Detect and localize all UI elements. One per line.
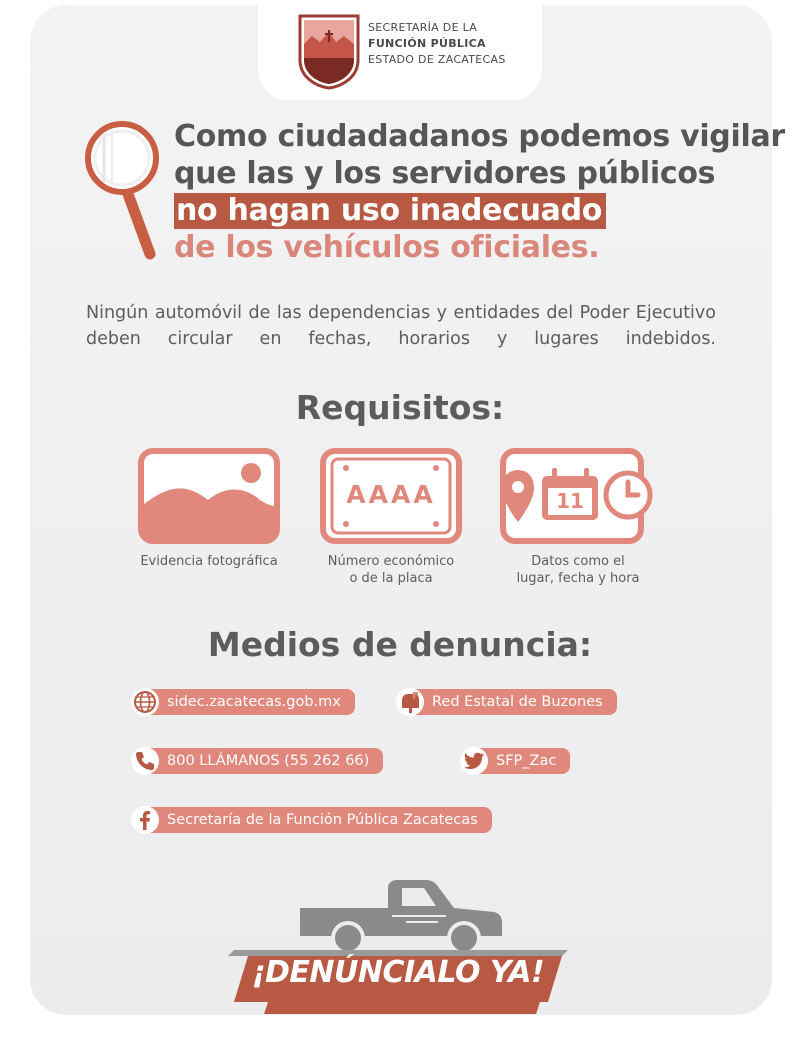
intro-paragraph: Ningún automóvil de las dependencias y entidades del Poder Ejecutivo deben circular en fechas, horarios y lugares indebidos. xyxy=(86,303,716,349)
contact-twitter[interactable] xyxy=(460,747,570,775)
phone-link[interactable]: 800 LLÁMANOS (55 262 66) xyxy=(145,748,383,774)
req-data-label-2: lugar, fecha y hora xyxy=(516,571,640,586)
req-photo-label-1: Evidencia fotográfica xyxy=(140,554,278,569)
headline-line-2: que las y los servidores públicos xyxy=(174,156,716,191)
headline xyxy=(174,118,785,266)
phone-icon xyxy=(131,747,159,775)
pickup-truck-icon xyxy=(296,878,508,958)
req-plate-label-2: o de la placa xyxy=(349,571,433,586)
contact-web[interactable] xyxy=(131,688,355,716)
channels-title: Medios de denuncia: xyxy=(207,625,593,664)
req-plate-label xyxy=(311,553,471,587)
req-photo-label xyxy=(129,553,289,570)
facebook-link[interactable]: Secretaría de la Función Pública Zacatecas xyxy=(145,807,492,833)
photo-icon xyxy=(138,448,280,544)
mailbox-icon xyxy=(396,688,424,716)
globe-icon xyxy=(131,688,159,716)
cta-text: ¡DENÚNCIALO YA! xyxy=(251,955,545,990)
contact-phone[interactable] xyxy=(131,747,383,775)
contact-facebook[interactable] xyxy=(131,806,492,834)
logo-line-3: ESTADO DE ZACATECAS xyxy=(368,53,506,66)
twitter-icon xyxy=(460,747,488,775)
logo-text xyxy=(368,20,506,68)
shield-logo-icon xyxy=(298,14,360,90)
headline-line-4: de los vehículos oficiales. xyxy=(174,230,600,265)
mailbox-link[interactable]: Red Estatal de Buzones xyxy=(410,689,617,715)
headline-highlight: no hagan uso inadecuado xyxy=(174,193,606,229)
req-data-label xyxy=(498,553,658,587)
requirements-title: Requisitos: xyxy=(295,388,505,427)
magnifying-glass-icon xyxy=(84,120,164,262)
req-plate-label-1: Número económico xyxy=(327,554,455,569)
plate-text: AAAA xyxy=(346,480,436,509)
web-link[interactable]: sidec.zacatecas.gob.mx xyxy=(145,689,355,715)
calendar-day: 11 xyxy=(556,489,584,513)
headline-line-1: Como ciudadadanos podemos vigilar xyxy=(174,119,785,154)
tagline: TODOS CONSTRUIMOS LA NUEVA GOBERNANZA xyxy=(287,1014,513,1023)
logo-line-2: FUNCIÓN PÚBLICA xyxy=(368,37,486,50)
logo-line-1: SECRETARÍA DE LA xyxy=(368,21,478,34)
facebook-icon xyxy=(131,806,159,834)
contact-mailbox[interactable] xyxy=(396,688,617,716)
twitter-link[interactable]: SFP_Zac xyxy=(474,748,570,774)
req-data-label-1: Datos como el xyxy=(531,554,625,569)
